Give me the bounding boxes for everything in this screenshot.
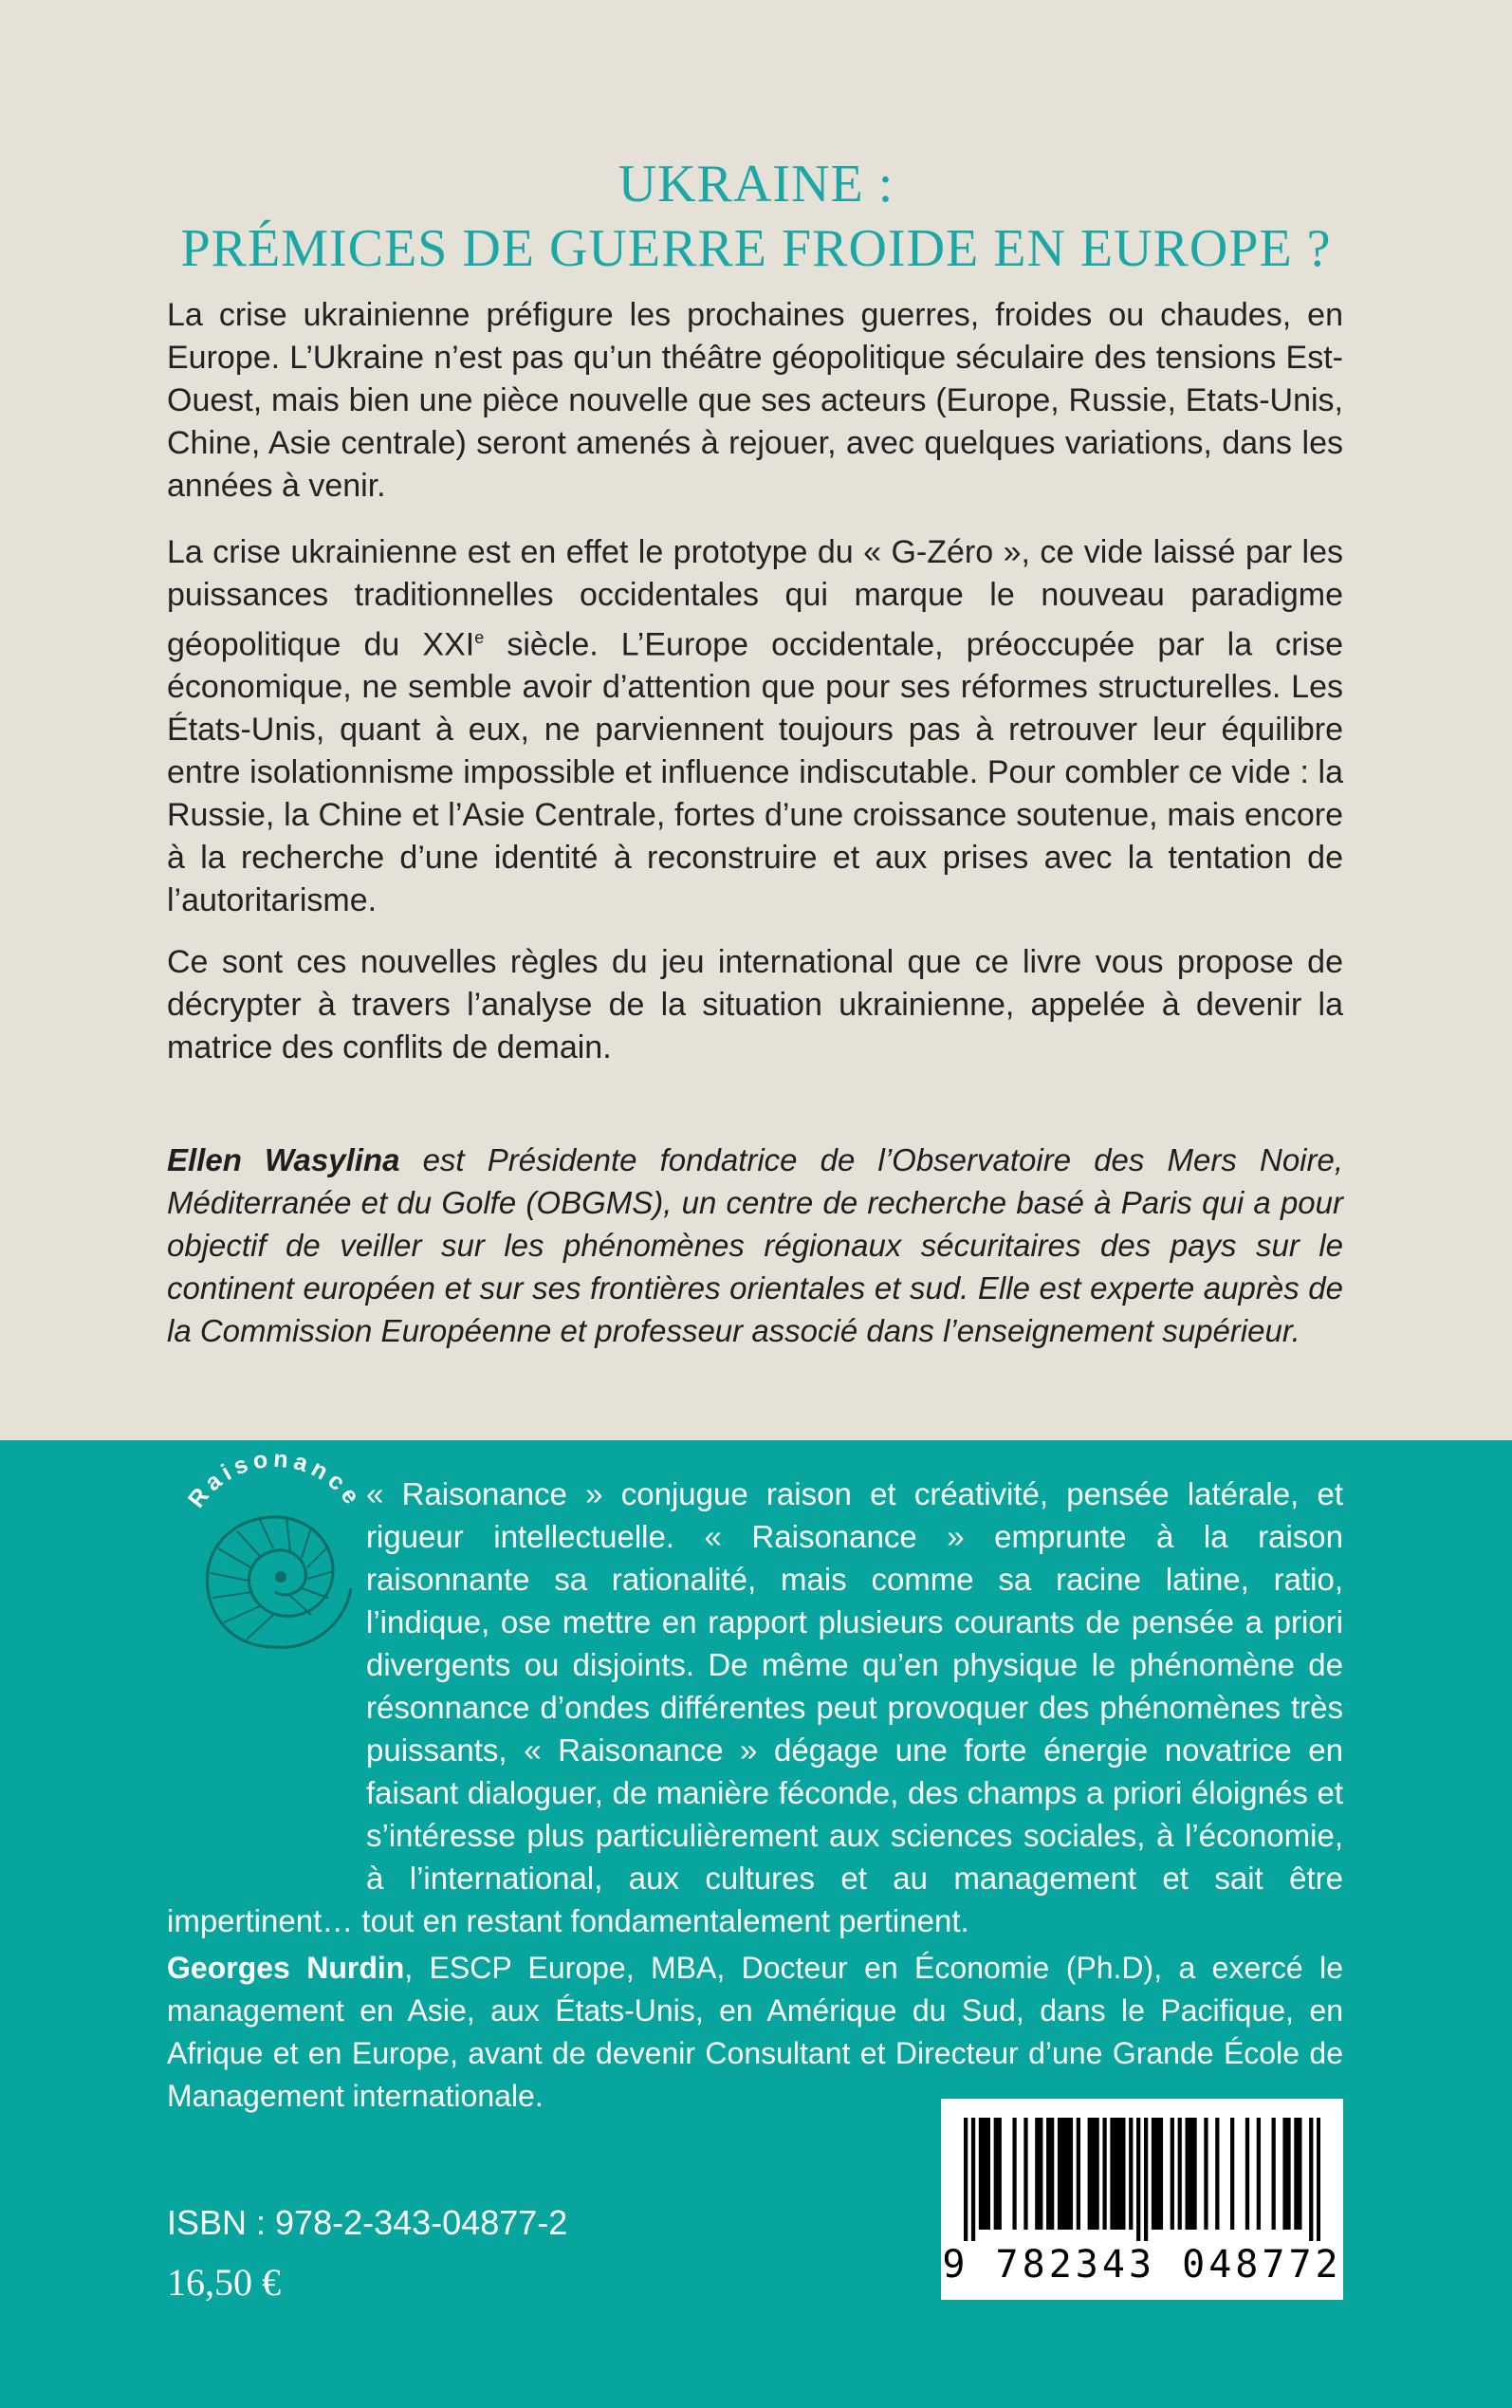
- barcode-bar: [986, 2118, 990, 2230]
- barcode-bar: [1245, 2118, 1249, 2230]
- barcode-bar: [1215, 2118, 1219, 2230]
- barcode-bars: [964, 2118, 1320, 2241]
- barcode-bar: [1178, 2118, 1182, 2230]
- barcode-bar: [1129, 2118, 1133, 2230]
- barcode-bar: [1110, 2118, 1114, 2230]
- logo-spacer: [167, 1473, 366, 1899]
- barcode-digits: 9 782343 048772: [942, 2243, 1342, 2287]
- title-line-2: PRÉMICES DE GUERRE FROIDE EN EUROPE ?: [180, 219, 1332, 278]
- barcode-bar: [1192, 2118, 1196, 2230]
- barcode-bar: [1050, 2118, 1054, 2230]
- series-director-bio: [167, 1947, 1343, 2118]
- barcode-bar: [1309, 2118, 1313, 2241]
- collection-description: [167, 1473, 1343, 1942]
- barcode-bar: [1189, 2118, 1192, 2230]
- barcode-bar: [1012, 2118, 1016, 2230]
- summary-paragraph-2: [167, 531, 1343, 922]
- barcode-bar: [1294, 2118, 1298, 2230]
- barcode-bar: [1272, 2118, 1276, 2230]
- barcode-bar: [1035, 2118, 1039, 2230]
- barcode-bar: [1204, 2118, 1208, 2230]
- barcode-bar: [1039, 2118, 1042, 2230]
- summary-p2-part-2: siècle. L’Europe occidentale, préoccupée par la crise économique, ne semble avoir d’attention que pour ses réformes structurelles. Les États-Unis, quant à eux, ne parviennent toujours pas à retrouver leur équilibre entre isolationnisme impossible et influence indiscutable. Pour combler ce vide : la Russie, la Chine et l’Asie Centrale, fortes d’une croissance soutenue, mais encore à la recherche d’une identité à reconstruire et aux prises avec la tentation de l’autoritarisme.: [167, 626, 1344, 919]
- barcode-bar: [1065, 2118, 1069, 2230]
- director-name: Georges Nurdin: [167, 1951, 405, 1985]
- barcode-bar: [1117, 2118, 1121, 2230]
- barcode-bar: [1058, 2118, 1061, 2230]
- barcode-bar: [1144, 2118, 1148, 2241]
- barcode-bar: [971, 2118, 975, 2241]
- price-label: 16,50 €: [167, 2261, 281, 2304]
- barcode-bar: [1257, 2118, 1261, 2230]
- summary-paragraph-3: Ce sont ces nouvelles règles du jeu international que ce livre vous propose de décrypter à travers l’analyse de la situation ukrainienne, appelée à devenir la matrice des conflits de demain.: [167, 944, 1343, 1065]
- author-name: Ellen Wasylina: [167, 1142, 400, 1177]
- barcode-bar: [1023, 2118, 1027, 2230]
- barcode-bar: [1096, 2118, 1099, 2230]
- barcode-bar: [1282, 2118, 1286, 2230]
- barcode-bar: [1061, 2118, 1065, 2230]
- barcode-bar: [1088, 2118, 1092, 2230]
- barcode-bar: [979, 2118, 983, 2230]
- collection-text: « Raisonance » conjugue raison et créativité, pensée latérale, et rigueur intellectuelle. « Raisonance » emprunte à la raison raisonnante sa rationalité, mais comme sa racine latine, ratio, l’indique, ose mettre en rapport plusieurs courants de pensée a priori divergents ou disjoints. De même qu’en physique le phénomène de résonnance d’ondes différentes peut provoquer des phénomènes très puissants, « Raisonance » dégage une forte énergie novatrice en faisant dialoguer, de manière féconde, des champs a priori éloignés et s’intéresse plus particulièrement aux sciences sociales, à l’économie, à l’international, aux cultures et au management et sait être impertinent… tout en restant fondamentalement pertinent.: [167, 1476, 1343, 1938]
- barcode-bar: [964, 2118, 968, 2241]
- summary-paragraph-1: La crise ukrainienne préfigure les prochaines guerres, froides ou chaudes, en Europe. L’Ukraine n’est pas qu’un théâtre géopolitique séculaire des tensions Est-Ouest, mais bien une pièce nouvelle que ses acteurs (Europe, Russie, Etats-Unis, Chine, Asie centrale) seront amenés à rejouer, avec quelques variations, dans les années à venir.: [167, 297, 1343, 504]
- author-bio-text: est Présidente fondatrice de l’Observatoire des Mers Noire, Méditerranée et du Golfe (OBGMS), un centre de recherche basé à Paris qui a pour objectif de veiller sur les phénomènes régionaux sécuritaires des pays sur le continent européen et sur ses frontières orientales et sud. Elle est experte auprès de la Commission Européenne et professeur associé dans l’enseignement supérieur.: [167, 1142, 1344, 1348]
- century-superscript: e: [474, 628, 485, 647]
- summary-p2-part-1: La crise ukrainienne est en effet le prototype du « G-Zéro », ce vide laissé par les puissances traditionnelles occidentales qui marque le nouveau paradigme géopolitique du XXI: [167, 534, 1343, 663]
- barcode-bar: [983, 2118, 986, 2230]
- barcode-bar: [1121, 2118, 1125, 2230]
- barcode-bar: [998, 2118, 1002, 2230]
- director-bio-text: , ESCP Europe, MBA, Docteur en Économie (Ph.D), a exercé le management en Asie, aux États-Unis, en Amérique du Sud, dans le Pacifique, en Afrique et en Europe, avant de devenir Consultant et Directeur d’une Grande École de Management internationale.: [167, 1951, 1344, 2113]
- barcode-bar: [1230, 2118, 1234, 2230]
- barcode-bar: [1159, 2118, 1163, 2230]
- title-line-1: UKRAINE :: [618, 155, 894, 213]
- barcode-bar: [1155, 2118, 1159, 2230]
- author-bio: [167, 1139, 1343, 1352]
- barcode-bar: [1136, 2118, 1140, 2241]
- barcode-bar: [1046, 2118, 1050, 2230]
- book-title: [0, 152, 1512, 281]
- barcode-bar: [1114, 2118, 1117, 2230]
- barcode-bar: [1286, 2118, 1290, 2230]
- barcode-bar: [1077, 2118, 1080, 2230]
- barcode-bar: [1152, 2118, 1155, 2230]
- barcode-bar: [1171, 2118, 1174, 2230]
- barcode-bar: [1317, 2118, 1320, 2241]
- barcode-bar: [1092, 2118, 1096, 2230]
- isbn-label: ISBN : 978-2-343-04877-2: [167, 2203, 568, 2242]
- barcode-bar: [1298, 2118, 1301, 2230]
- barcode-bar: [994, 2118, 998, 2230]
- logo-text: Raisonance: [182, 1450, 368, 1513]
- barcode-bar: [1186, 2118, 1189, 2230]
- barcode-bar: [1102, 2118, 1106, 2230]
- barcode-bar: [1069, 2118, 1073, 2230]
- barcode: [941, 2099, 1343, 2300]
